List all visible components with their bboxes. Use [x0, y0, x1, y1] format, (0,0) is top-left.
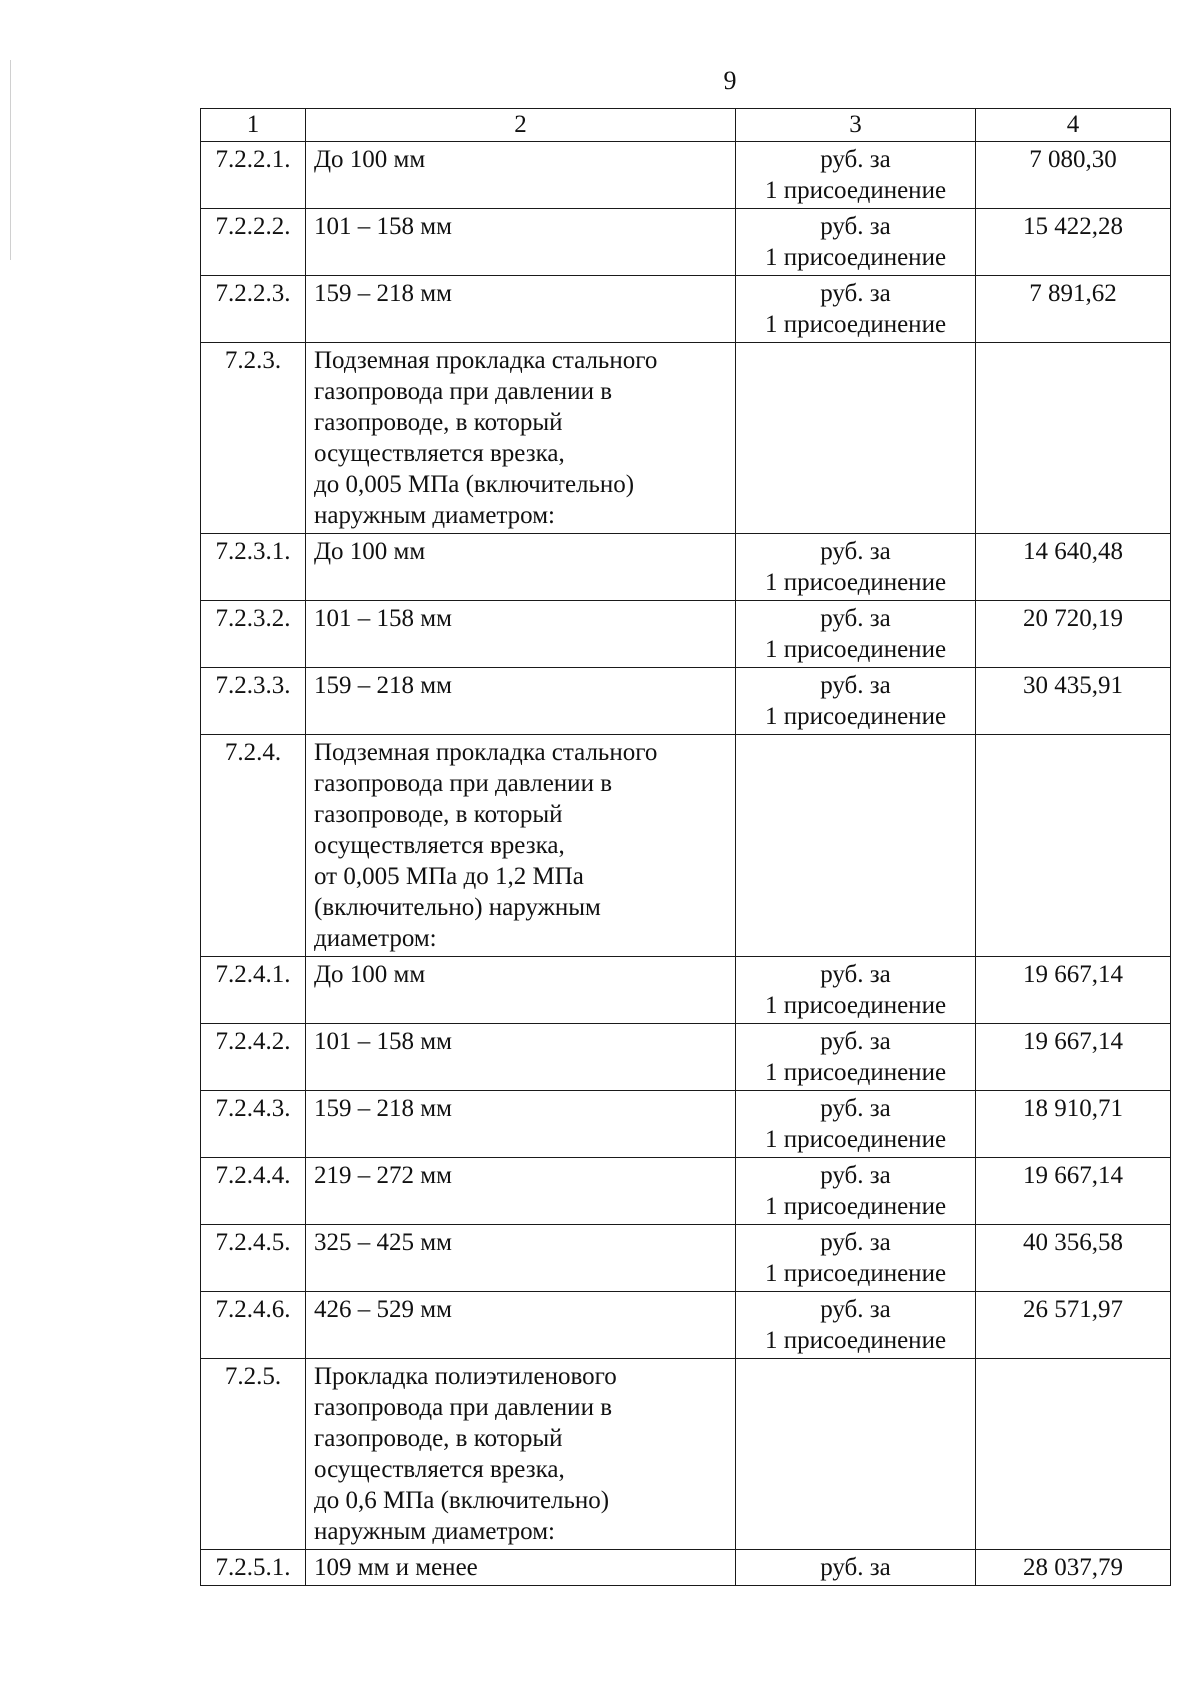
- table-row: [201, 957, 1171, 1024]
- row-price: 20 720,19: [976, 601, 1171, 668]
- row-number: 7.2.4.2.: [201, 1024, 306, 1091]
- row-description: [306, 1091, 736, 1158]
- row-price: 19 667,14: [976, 1158, 1171, 1225]
- description-line: 101 – 158 мм: [314, 1028, 452, 1055]
- table-row: [201, 209, 1171, 276]
- row-description: [306, 1359, 736, 1550]
- row-price: 14 640,48: [976, 534, 1171, 601]
- row-description: [306, 1158, 736, 1225]
- row-price: 30 435,91: [976, 668, 1171, 735]
- table-header-row: [201, 109, 1171, 142]
- table-row: [201, 601, 1171, 668]
- unit-line: руб. за: [820, 1229, 891, 1256]
- description-line: наружным диаметром:: [314, 502, 555, 529]
- unit-line: руб. за: [820, 1554, 891, 1581]
- row-unit: [736, 668, 976, 735]
- row-unit: [736, 1292, 976, 1359]
- unit-line: руб. за: [820, 1095, 891, 1122]
- row-number: 7.2.3.3.: [201, 668, 306, 735]
- column-header-4: 4: [976, 109, 1171, 142]
- row-price: 18 910,71: [976, 1091, 1171, 1158]
- unit-line: руб. за: [820, 1296, 891, 1323]
- description-line: до 0,005 МПа (включительно): [314, 471, 635, 498]
- row-description: [306, 142, 736, 209]
- description-line: 159 – 218 мм: [314, 672, 452, 699]
- row-unit: [736, 957, 976, 1024]
- page-number: 9: [723, 66, 737, 95]
- unit-line: 1 присоединение: [764, 177, 947, 204]
- row-unit: [736, 1225, 976, 1292]
- description-line: До 100 мм: [314, 961, 426, 988]
- row-price: [976, 735, 1171, 957]
- row-unit: [736, 209, 976, 276]
- unit-line: руб. за: [820, 672, 891, 699]
- column-header-2: 2: [306, 109, 736, 142]
- row-unit: [736, 343, 976, 534]
- unit-line: 1 присоединение: [764, 244, 947, 271]
- tariff-table: [200, 108, 1171, 1586]
- row-description: [306, 1292, 736, 1359]
- row-description: [306, 735, 736, 957]
- description-line: Прокладка полиэтиленового: [314, 1363, 617, 1390]
- row-number: 7.2.4.1.: [201, 957, 306, 1024]
- unit-line: 1 присоединение: [764, 1059, 947, 1086]
- row-unit: [736, 1359, 976, 1550]
- description-line: газопровода при давлении в: [314, 378, 612, 405]
- description-line: 159 – 218 мм: [314, 280, 452, 307]
- description-line: Подземная прокладка стального: [314, 739, 658, 766]
- row-number: 7.2.2.1.: [201, 142, 306, 209]
- scan-edge-line: [10, 60, 11, 260]
- table-row: [201, 534, 1171, 601]
- row-number: 7.2.4.: [201, 735, 306, 957]
- row-unit: [736, 735, 976, 957]
- table-row: [201, 1024, 1171, 1091]
- unit-line: руб. за: [820, 280, 891, 307]
- row-price: 19 667,14: [976, 957, 1171, 1024]
- row-price: 28 037,79: [976, 1550, 1171, 1586]
- row-number: 7.2.5.1.: [201, 1550, 306, 1586]
- row-number: 7.2.2.2.: [201, 209, 306, 276]
- description-line: 101 – 158 мм: [314, 605, 452, 632]
- row-number: 7.2.4.5.: [201, 1225, 306, 1292]
- unit-line: руб. за: [820, 605, 891, 632]
- row-number: 7.2.5.: [201, 1359, 306, 1550]
- description-line: газопроводе, в который: [314, 409, 563, 436]
- table-row: [201, 1225, 1171, 1292]
- unit-line: 1 присоединение: [764, 569, 947, 596]
- description-line: осуществляется врезка,: [314, 1456, 565, 1483]
- unit-line: руб. за: [820, 213, 891, 240]
- description-line: 159 – 218 мм: [314, 1095, 452, 1122]
- description-line: осуществляется врезка,: [314, 832, 565, 859]
- description-line: газопроводе, в который: [314, 801, 563, 828]
- row-number: 7.2.3.1.: [201, 534, 306, 601]
- unit-line: 1 присоединение: [764, 1327, 947, 1354]
- unit-line: 1 присоединение: [764, 1260, 947, 1287]
- row-unit: [736, 276, 976, 343]
- row-description: [306, 209, 736, 276]
- row-price: 15 422,28: [976, 209, 1171, 276]
- row-price: [976, 1359, 1171, 1550]
- row-description: [306, 957, 736, 1024]
- description-line: 101 – 158 мм: [314, 213, 452, 240]
- description-line: до 0,6 МПа (включительно): [314, 1487, 610, 1514]
- unit-line: 1 присоединение: [764, 311, 947, 338]
- description-line: Подземная прокладка стального: [314, 347, 658, 374]
- table-row: [201, 142, 1171, 209]
- row-unit: [736, 142, 976, 209]
- row-description: [306, 1024, 736, 1091]
- row-price: 7 080,30: [976, 142, 1171, 209]
- unit-line: руб. за: [820, 146, 891, 173]
- row-unit: [736, 1550, 976, 1586]
- unit-line: 1 присоединение: [764, 636, 947, 663]
- unit-line: 1 присоединение: [764, 1126, 947, 1153]
- unit-line: руб. за: [820, 1162, 891, 1189]
- table-row: [201, 735, 1171, 957]
- row-price: 19 667,14: [976, 1024, 1171, 1091]
- description-line: 325 – 425 мм: [314, 1229, 452, 1256]
- description-line: До 100 мм: [314, 538, 426, 565]
- row-unit: [736, 1158, 976, 1225]
- unit-line: 1 присоединение: [764, 1193, 947, 1220]
- row-unit: [736, 1091, 976, 1158]
- row-number: 7.2.3.2.: [201, 601, 306, 668]
- row-number: 7.2.4.4.: [201, 1158, 306, 1225]
- row-description: [306, 1225, 736, 1292]
- row-description: [306, 1550, 736, 1586]
- column-header-1: 1: [201, 109, 306, 142]
- unit-line: 1 присоединение: [764, 992, 947, 1019]
- description-line: наружным диаметром:: [314, 1518, 555, 1545]
- row-price: 40 356,58: [976, 1225, 1171, 1292]
- unit-line: руб. за: [820, 961, 891, 988]
- row-number: 7.2.4.6.: [201, 1292, 306, 1359]
- row-price: [976, 343, 1171, 534]
- row-description: [306, 343, 736, 534]
- row-description: [306, 534, 736, 601]
- table-row: [201, 276, 1171, 343]
- unit-line: руб. за: [820, 1028, 891, 1055]
- description-line: осуществляется врезка,: [314, 440, 565, 467]
- description-line: До 100 мм: [314, 146, 426, 173]
- table-row: [201, 1359, 1171, 1550]
- table-row: [201, 668, 1171, 735]
- row-unit: [736, 601, 976, 668]
- table-row: [201, 1550, 1171, 1586]
- row-price: 26 571,97: [976, 1292, 1171, 1359]
- table-row: [201, 343, 1171, 534]
- description-line: 426 – 529 мм: [314, 1296, 452, 1323]
- description-line: 109 мм и менее: [314, 1554, 478, 1581]
- row-number: 7.2.2.3.: [201, 276, 306, 343]
- row-description: [306, 668, 736, 735]
- row-number: 7.2.3.: [201, 343, 306, 534]
- description-line: газопроводе, в который: [314, 1425, 563, 1452]
- description-line: газопровода при давлении в: [314, 1394, 612, 1421]
- row-description: [306, 276, 736, 343]
- unit-line: руб. за: [820, 538, 891, 565]
- table-body: [201, 142, 1171, 1586]
- row-description: [306, 601, 736, 668]
- table-row: [201, 1292, 1171, 1359]
- row-unit: [736, 534, 976, 601]
- row-unit: [736, 1024, 976, 1091]
- table-row: [201, 1091, 1171, 1158]
- description-line: диаметром:: [314, 925, 437, 952]
- unit-line: 1 присоединение: [764, 703, 947, 730]
- column-header-3: 3: [736, 109, 976, 142]
- row-number: 7.2.4.3.: [201, 1091, 306, 1158]
- description-line: газопровода при давлении в: [314, 770, 612, 797]
- row-price: 7 891,62: [976, 276, 1171, 343]
- description-line: (включительно) наружным: [314, 894, 601, 921]
- table-row: [201, 1158, 1171, 1225]
- description-line: от 0,005 МПа до 1,2 МПа: [314, 863, 584, 890]
- description-line: 219 – 272 мм: [314, 1162, 452, 1189]
